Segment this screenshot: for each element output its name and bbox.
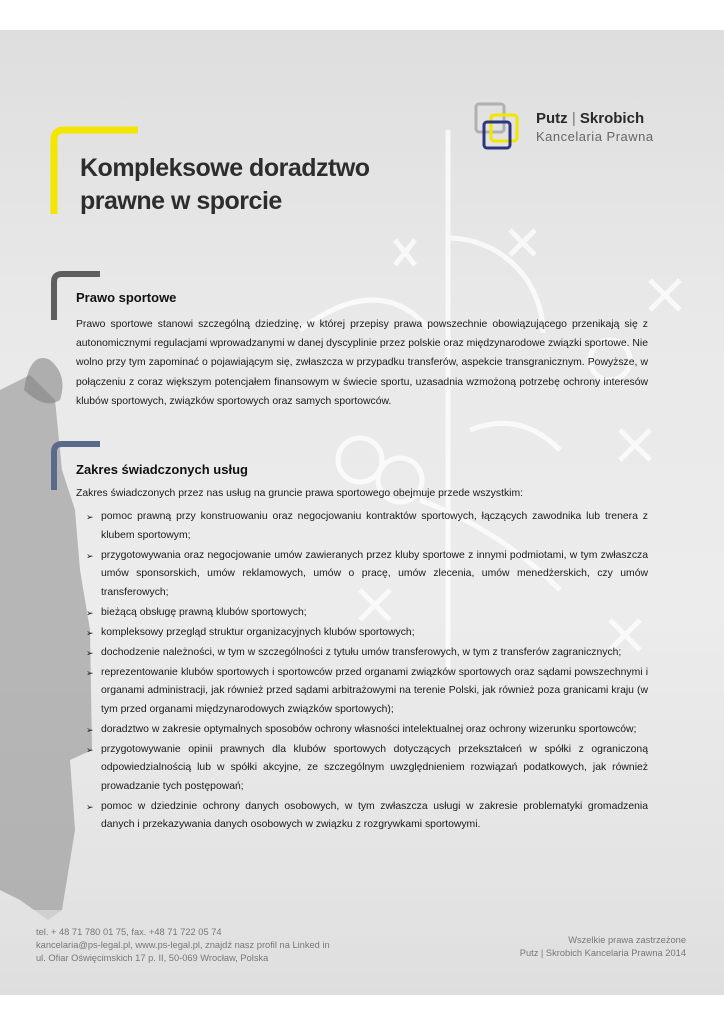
arrow-bullet-icon: ➢ — [86, 627, 94, 638]
footer-email-web: kancelaria@ps-legal.pl, www.ps-legal.pl, znajdź nasz profil na Linked in — [36, 940, 330, 950]
arrow-bullet-icon: ➢ — [86, 512, 94, 522]
arrow-bullet-icon: ➢ — [86, 801, 94, 812]
footer-copyright: Putz | Skrobich Kancelaria Prawna 2014 — [519, 948, 686, 958]
service-list-item — [76, 798, 648, 835]
section-paragraph: Prawo sportowe stanowi szczególną dziedzinę, w której przepisy prawa powszechnie obowiązującego przenikają się z autonomicznymi regulacjami wprowadzanymi w danej dyscyplinie przez polskie oraz międzynarodowe związki sportowe. Nie wolno przy tym zapominać o pojawiającym się, zwłaszcza w przypadku transferów, aspekcie transgranicznym. Powyższe, w połączeniu z coraz większym potencjałem finansowym w świecie sportu, uzasadnia wzmożoną potrzebę ochrony interesów klubów sportowych, związków sportowych oraz samych sportowców. — [76, 319, 648, 407]
service-list-item — [76, 624, 648, 643]
service-list-item — [76, 721, 648, 740]
document-page — [0, 30, 724, 995]
service-list-item — [76, 664, 648, 720]
arrow-bullet-icon: ➢ — [86, 724, 94, 735]
arrow-bullet-icon: ➢ — [86, 647, 94, 658]
title-line-1: Kompleksowe doradztwo — [80, 154, 370, 182]
service-list-item — [76, 508, 648, 545]
arrow-bullet-icon: ➢ — [86, 744, 94, 755]
service-item-text: doradztwo w zakresie optymalnych sposobów ochrony własności intelektualnej oraz ochrony wizerunku sportowców; — [101, 723, 637, 735]
footer-phone: tel. + 48 71 780 01 75, fax. +48 71 722 05 74 — [36, 927, 222, 937]
service-item-text: przygotowywania oraz negocjowanie umów zawieranych przez kluby sportowe z innymi podmiotami, w tym zwłaszcza umów sponsorskich, umów reklamowych, umów o pracę, umów zlecenia, umów menedżerskich, czy umów transferowych; — [101, 549, 648, 598]
logo-text — [536, 110, 666, 144]
service-list-item — [76, 547, 648, 603]
footer-rights-reserved: Wszelkie prawa zastrzeżone — [568, 935, 686, 945]
footer-contact — [36, 926, 330, 965]
service-item-text: kompleksowy przegląd struktur organizacyjnych klubów sportowych; — [101, 626, 415, 638]
brand-name: Putz | Skrobich — [536, 110, 645, 127]
section-heading-prawo-sportowe: Prawo sportowe — [76, 290, 177, 305]
title-line-2: prawne w sporcie — [80, 187, 282, 215]
logo-mark-icon — [474, 102, 520, 152]
service-item-text: pomoc w dziedzinie ochrony danych osobowych, w tym zwłaszcza usługi w zakresie problematyki gromadzenia danych i przekazywania danych osobowych w związku z rozgrywkami sportowymi. — [101, 800, 648, 830]
service-list-item — [76, 604, 648, 623]
service-item-text: dochodzenie należności, w tym w szczególności z tytułu umów transferowych, w tym z transferów zagranicznych; — [101, 646, 622, 658]
footer-address: ul. Ofiar Oświęcimskich 17 p. II, 50-069 Wrocław, Polska — [36, 953, 269, 963]
brand-subtitle: Kancelaria Prawna — [536, 129, 654, 144]
services-list — [76, 508, 648, 836]
page-title — [80, 152, 400, 218]
arrow-bullet-icon: ➢ — [86, 550, 94, 561]
arrow-bullet-icon: ➢ — [86, 667, 94, 678]
service-item-text: przygotowywanie opinii prawnych dla klubów sportowych dotyczących przekształceń w spółki z ograniczoną odpowiedzialnością lub w spółki akcyjne, ze szczególnym uwzględnieniem rozwiązań podatkowych, jak również prowadzanie tych postępowań; — [101, 743, 648, 792]
arrow-bullet-icon: ➢ — [86, 607, 94, 618]
service-list-item — [76, 644, 648, 663]
footer-rights — [520, 934, 686, 960]
service-item-text: pomoc prawną przy konstruowaniu oraz negocjowaniu kontraktów sportowych, łączących zawodnika lub trenera z klubem sportowym; — [101, 511, 648, 541]
service-list-item — [76, 741, 648, 797]
section-heading-zakres-uslug: Zakres świadczonych usług — [76, 462, 248, 477]
service-item-text: bieżącą obsługę prawną klubów sportowych; — [101, 606, 307, 618]
services-intro: Zakres świadczonych przez nas usług na gruncie prawa sportowego obejmuje przede wszystkim: — [76, 488, 524, 499]
service-item-text: reprezentowanie klubów sportowych i sportowców przed organami związków sportowych oraz sądami powszechnymi i organami administracji, jak również przed sądami arbitrażowymi na terenie Polski, jak również poza granicami kraju (w tym przed organami międzynarodowych związków sportowych); — [101, 666, 648, 715]
